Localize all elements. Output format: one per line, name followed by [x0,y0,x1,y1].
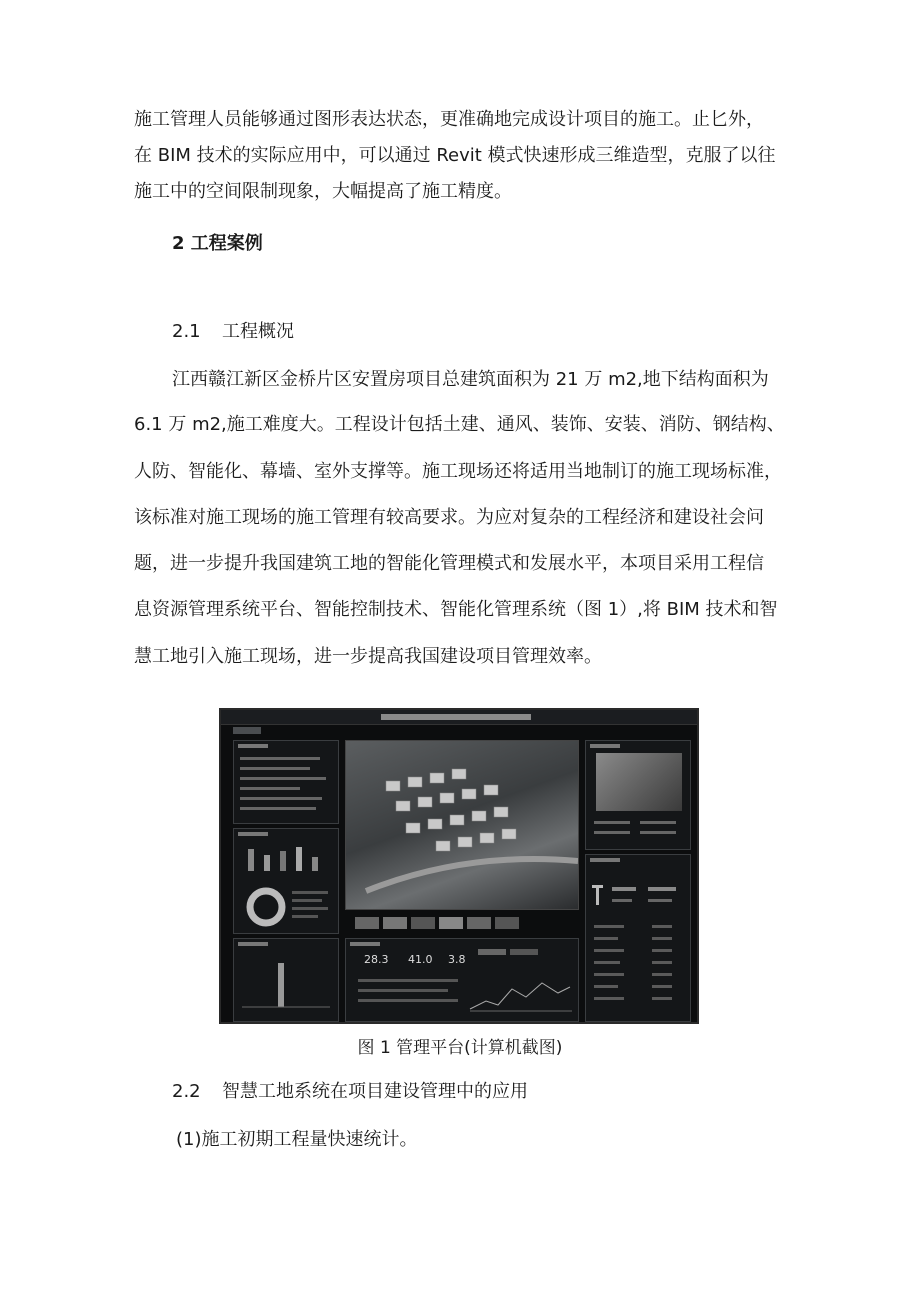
section-heading-2: 2 工程案例 [172,233,263,254]
text-line: 施工管理人员能够通过图形表达状态，更准确地完成设计项目的施工。止匕外， [134,109,764,130]
readout-1: 28.3 [364,953,389,966]
project-info-panel [233,740,339,824]
section-title-2-2: 智慧工地系统在项目建设管理中的应用 [222,1081,528,1102]
section-number-2-1: 2.1 [172,321,201,342]
thumbnail-strip [355,914,567,926]
readout-2: 41.0 [408,953,433,966]
text-line: 施工中的空间限制现象，大幅提高了施工精度。 [134,181,512,202]
text-line: 慧工地引入施工现场，进一步提高我国建设项目管理效率。 [134,646,602,667]
figure-caption: 图 1 管理平台(计算机截图) [357,1038,563,1058]
text-line: 江西赣江新区金桥片区安置房项目总建筑面积为 21 万 m2,地下结构面积为 [172,369,769,390]
section-number-2-2: 2.2 [172,1081,201,1102]
readout-3: 3.8 [448,953,466,966]
text-line: 在 BIM 技术的实际应用中，可以通过 Revit 模式快速形成三维造型，克服了以往 [134,145,776,166]
list-item-1: (1)施工初期工程量快速统计。 [176,1129,418,1150]
device-status-panel [585,854,691,1022]
dashboard-title-placeholder [381,714,531,720]
dashboard-tab [233,727,261,734]
statistics-panel [233,828,339,934]
text-line: 6.1 万 m2,施工难度大。工程设计包括土建、通风、装饰、安装、消防、钢结构、 [134,414,785,435]
section-title-2-1: 工程概况 [222,321,294,342]
text-line: 该标准对施工现场的施工管理有较高要求。为应对复杂的工程经济和建设社会问 [134,507,764,528]
figure-1-dashboard-image [219,708,699,1024]
text-line: 息资源管理系统平台、智能控制技术、智能化管理系统（图 1）,将 BIM 技术和智 [134,599,778,620]
camera-panel [585,740,691,850]
text-line: 人防、智能化、幕墙、室外支撑等。施工现场还将适用当地制订的施工现场标准， [134,461,782,482]
monitoring-panel [233,938,339,1022]
camera-feed-image [596,753,682,811]
environment-panel [345,938,579,1022]
text-line: 题，进一步提升我国建筑工地的智能化管理模式和发展水平，本项目采用工程信 [134,553,764,574]
aerial-view-image [345,740,579,910]
